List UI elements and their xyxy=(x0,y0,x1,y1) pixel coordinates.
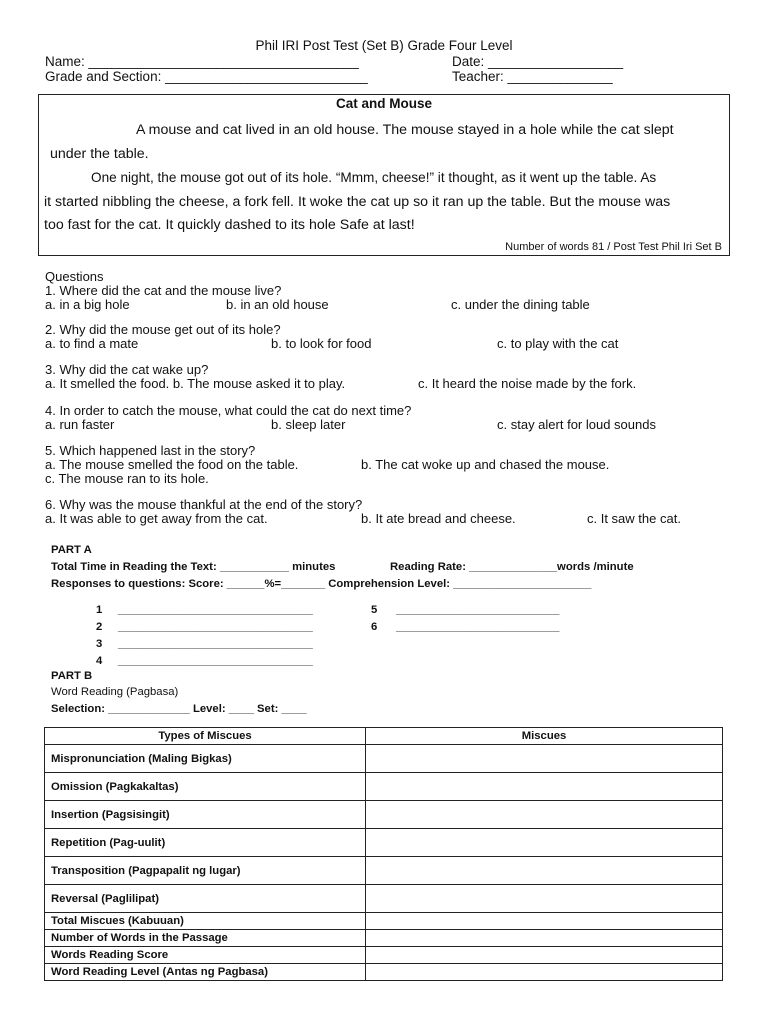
name-field[interactable]: Name: ____________________________________ xyxy=(45,54,359,69)
grade-section-field[interactable]: Grade and Section: ___________________________ xyxy=(45,69,368,84)
option-a[interactable]: a. in a big hole xyxy=(45,297,130,312)
answer-number: 6 xyxy=(371,621,378,633)
miscue-type: Reversal (Paglilipat) xyxy=(45,885,366,913)
summary-cell[interactable] xyxy=(366,930,723,947)
summary-label: Words Reading Score xyxy=(45,947,366,964)
question-text: 1. Where did the cat and the mouse live? xyxy=(45,283,282,298)
answer-row xyxy=(45,417,656,432)
summary-label: Word Reading Level (Antas ng Pagbasa) xyxy=(45,964,366,981)
answer-row xyxy=(45,336,619,351)
option-b[interactable]: b. It ate bread and cheese. xyxy=(361,511,516,526)
column-header: Miscues xyxy=(366,728,723,745)
word-count-note: Number of words 81 / Post Test Phil Iri Set B xyxy=(505,241,722,253)
question-text: 3. Why did the cat wake up? xyxy=(45,362,209,377)
responses-score-field[interactable]: Responses to questions: Score: ______%=_______ Comprehension Level: ______________________ xyxy=(51,578,592,590)
question-block xyxy=(45,403,656,432)
option-b[interactable]: b. in an old house xyxy=(226,297,329,312)
question-text: 5. Which happened last in the story? xyxy=(45,443,256,458)
answer-blank[interactable]: __________________________ xyxy=(396,621,560,633)
date-field[interactable]: Date: __________________ xyxy=(452,54,624,69)
answer-row xyxy=(45,376,637,391)
story-line: it started nibbling the cheese, a fork fell. It woke the cat up so it ran up the table. But the mouse was xyxy=(44,194,671,210)
reading-time-field[interactable]: Total Time in Reading the Text: ___________ minutes xyxy=(51,561,336,573)
miscue-cell[interactable] xyxy=(366,885,723,913)
answer-row xyxy=(45,511,681,526)
miscue-cell[interactable] xyxy=(366,801,723,829)
option-a[interactable]: a. to find a mate xyxy=(45,336,139,351)
questions-section xyxy=(45,269,590,312)
story-line: A mouse and cat lived in an old house. The mouse stayed in a hole while the cat slept xyxy=(136,122,674,138)
question-block xyxy=(45,497,681,526)
selection-level-set-field[interactable]: Selection: _____________ Level: ____ Set: ____ xyxy=(51,703,307,715)
answer-number: 2 xyxy=(96,621,103,633)
summary-cell[interactable] xyxy=(366,964,723,981)
miscue-cell[interactable] xyxy=(366,857,723,885)
question-block xyxy=(45,362,637,391)
option-b[interactable]: b. to look for food xyxy=(271,336,372,351)
summary-cell[interactable] xyxy=(366,947,723,964)
table-row xyxy=(45,913,723,930)
story-line: One night, the mouse got out of its hole. “Mmm, cheese!” it thought, as it went up the table. As xyxy=(91,170,657,185)
answer-row xyxy=(45,297,590,312)
miscue-type: Transposition (Pagpapalit ng lugar) xyxy=(45,857,366,885)
miscue-type: Omission (Pagkakaltas) xyxy=(45,773,366,801)
option-c[interactable]: c. It saw the cat. xyxy=(587,511,681,526)
question-text: 6. Why was the mouse thankful at the end of the story? xyxy=(45,497,363,512)
miscue-type: Insertion (Pagsisingit) xyxy=(45,801,366,829)
answer-blank[interactable]: _______________________________ xyxy=(118,621,313,633)
answer-row xyxy=(45,457,610,472)
table-row xyxy=(45,773,723,801)
table-row xyxy=(45,930,723,947)
option-a[interactable]: a. The mouse smelled the food on the table. xyxy=(45,457,299,472)
table-row xyxy=(45,745,723,773)
story-line: under the table. xyxy=(50,146,149,162)
answer-number: 3 xyxy=(96,638,103,650)
question-block xyxy=(45,443,610,486)
summary-cell[interactable] xyxy=(366,913,723,930)
answer-number: 1 xyxy=(96,604,103,616)
miscue-type: Repetition (Pag-uulit) xyxy=(45,829,366,857)
table-row xyxy=(45,964,723,981)
story-box xyxy=(38,94,730,256)
option-c[interactable]: c. to play with the cat xyxy=(497,336,619,351)
answer-number: 4 xyxy=(96,655,103,667)
question-text: 2. Why did the mouse get out of its hole? xyxy=(45,322,281,337)
miscue-cell[interactable] xyxy=(366,745,723,773)
table-row xyxy=(45,857,723,885)
miscue-cell[interactable] xyxy=(366,773,723,801)
part-b-title: PART B xyxy=(51,670,93,682)
answer-blank[interactable]: _______________________________ xyxy=(118,638,313,650)
story-line: too fast for the cat. It quickly dashed to its hole Safe at last! xyxy=(44,217,415,233)
option-c[interactable]: c. The mouse ran to its hole. xyxy=(45,471,209,486)
option-c[interactable]: c. stay alert for loud sounds xyxy=(497,417,656,432)
column-header: Types of Miscues xyxy=(45,728,366,745)
table-row xyxy=(45,885,723,913)
option-b[interactable]: b. The cat woke up and chased the mouse. xyxy=(361,457,610,472)
summary-label: Number of Words in the Passage xyxy=(45,930,366,947)
questions-heading: Questions xyxy=(45,269,104,284)
table-header-row xyxy=(45,728,723,745)
summary-label: Total Miscues (Kabuuan) xyxy=(45,913,366,930)
question-text: 4. In order to catch the mouse, what could the cat do next time? xyxy=(45,403,412,418)
option-a-b[interactable]: a. It smelled the food. b. The mouse asked it to play. xyxy=(45,376,346,391)
part-a-title: PART A xyxy=(51,544,92,556)
table-row xyxy=(45,801,723,829)
option-a[interactable]: a. It was able to get away from the cat. xyxy=(45,511,268,526)
answer-blank[interactable]: _______________________________ xyxy=(118,655,313,667)
option-c[interactable]: c. under the dining table xyxy=(451,297,590,312)
part-b-subtitle: Word Reading (Pagbasa) xyxy=(51,686,179,698)
question-block xyxy=(45,322,619,351)
table-row xyxy=(45,829,723,857)
teacher-field[interactable]: Teacher: ______________ xyxy=(452,69,613,84)
answer-blank[interactable]: __________________________ xyxy=(396,604,560,616)
answer-number: 5 xyxy=(371,604,378,616)
miscue-cell[interactable] xyxy=(366,829,723,857)
reading-rate-field[interactable]: Reading Rate: ______________words /minute xyxy=(390,561,634,573)
option-b[interactable]: b. sleep later xyxy=(271,417,346,432)
table-row xyxy=(45,947,723,964)
miscue-type: Mispronunciation (Maling Bigkas) xyxy=(45,745,366,773)
answer-blank[interactable]: _______________________________ xyxy=(118,604,313,616)
option-a[interactable]: a. run faster xyxy=(45,417,115,432)
story-title: Cat and Mouse xyxy=(335,96,432,111)
option-c[interactable]: c. It heard the noise made by the fork. xyxy=(418,376,637,391)
miscue-table xyxy=(44,727,723,981)
page-title: Phil IRI Post Test (Set B) Grade Four Level xyxy=(255,38,513,53)
